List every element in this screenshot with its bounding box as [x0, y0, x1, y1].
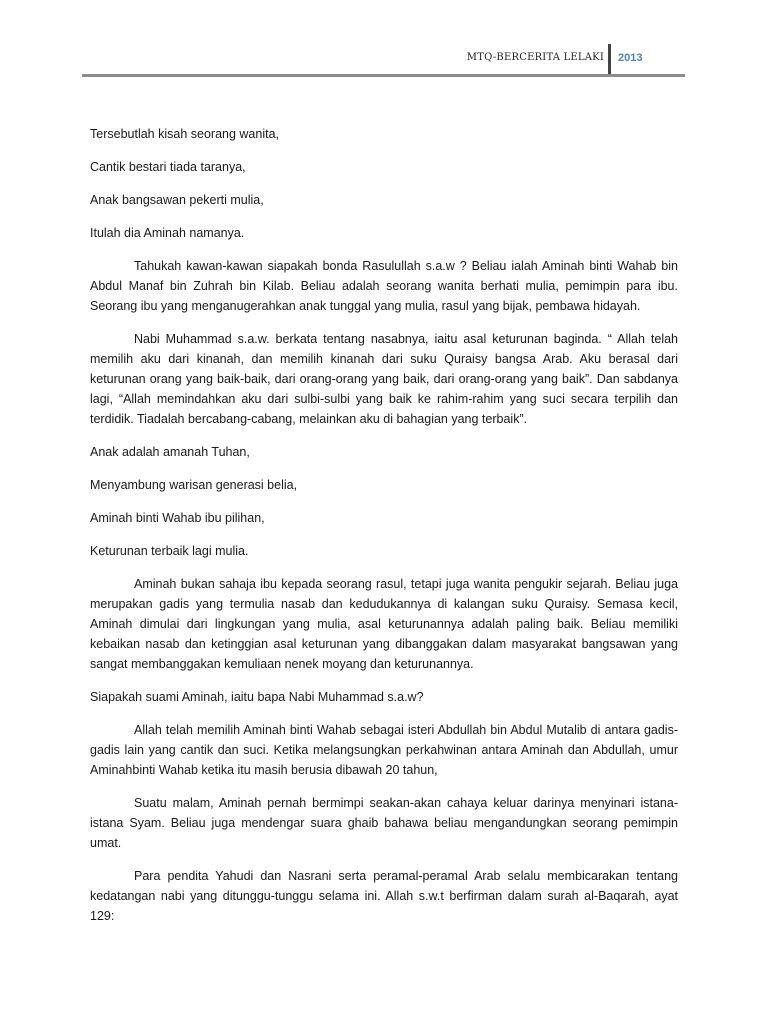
paragraph: Allah telah memilih Aminah binti Wahab sebagai isteri Abdullah bin Abdul Mutalib di antara gadis-gadis lain yang cantik dan suci. Ketika melangsungkan perkahwinan antara Aminah dan Abdullah, umur Aminahbinti Wahab ketika itu masih berusia dibawah 20 tahun,	[90, 723, 678, 777]
question-line: Siapakah suami Aminah, iaitu bapa Nabi Muhammad s.a.w?	[90, 690, 424, 704]
paragraph: Nabi Muhammad s.a.w. berkata tentang nasabnya, iaitu asal keturunan baginda. “ Allah telah memilih aku dari kinanah, dan memilih kinanah dari suku Quraisy bangsa Arab. Aku berasal dari keturunan orang yang baik-baik, dari orang-orang yang baik, dari orang-orang yang baik”. Dan sabdanya lagi, “Allah memindahkan aku dari sulbi-sulbi yang baik ke rahim-rahim yang suci secara terpilih dan terdidik. Tiadalah bercabang-cabang, melainkan aku di bahagian yang terbaik”.	[90, 332, 678, 426]
header-year: 2013	[618, 52, 643, 64]
paragraph: Tahukah kawan-kawan siapakah bonda Rasulullah s.a.w ? Beliau ialah Aminah binti Wahab bin Abdul Manaf bin Zuhrah bin Kilab. Beliau adalah seorang wanita berhati mulia, pemimpin para ibu. Seorang ibu yang menganugerahkan anak tunggal yang mulia, rasul yang bijak, pembawa hidayah.	[90, 259, 678, 313]
verse-line: Aminah binti Wahab ibu pilihan,	[90, 511, 265, 525]
header-separator	[608, 44, 611, 76]
verse-line: Tersebutlah kisah seorang wanita,	[90, 127, 280, 141]
header-rule	[82, 74, 685, 77]
verse-line: Anak adalah amanah Tuhan,	[90, 445, 250, 459]
verse-line: Cantik bestari tiada taranya,	[90, 160, 246, 174]
verse-line: Menyambung warisan generasi belia,	[90, 478, 298, 492]
verse-line: Keturunan terbaik lagi mulia.	[90, 544, 249, 558]
paragraph: Suatu malam, Aminah pernah bermimpi seakan-akan cahaya keluar darinya menyinari istana-istana Syam. Beliau juga mendengar suara ghaib bahawa beliau mengandungkan seorang pemimpin umat.	[90, 796, 678, 850]
page-header	[0, 44, 768, 78]
paragraph: Aminah bukan sahaja ibu kepada seorang rasul, tetapi juga wanita pengukir sejarah. Beliau juga merupakan gadis yang termulia nasab dan kedudukannya di kalangan suku Quraisy. Semasa kecil, Aminah dimulai dari lingkungan yang mulia, asal keturunannya adalah paling baik. Beliau memiliki kebaikan nasab dan ketinggian asal keturunan yang dibanggakan dalam masyarakat bangsawan yang sangat membanggakan kemuliaan nenek moyang dan keturunannya.	[90, 577, 678, 671]
verse-line: Anak bangsawan pekerti mulia,	[90, 193, 264, 207]
header-title: MTQ-BERCERITA LELAKI	[466, 52, 604, 63]
paragraph: Para pendita Yahudi dan Nasrani serta peramal-peramal Arab selalu membicarakan tentang kedatangan nabi yang ditunggu-tunggu selama ini. Allah s.w.t berfirman dalam surah al-Baqarah, ayat 129:	[90, 869, 678, 923]
verse-line: Itulah dia Aminah namanya.	[90, 226, 245, 240]
document-body	[90, 124, 678, 939]
